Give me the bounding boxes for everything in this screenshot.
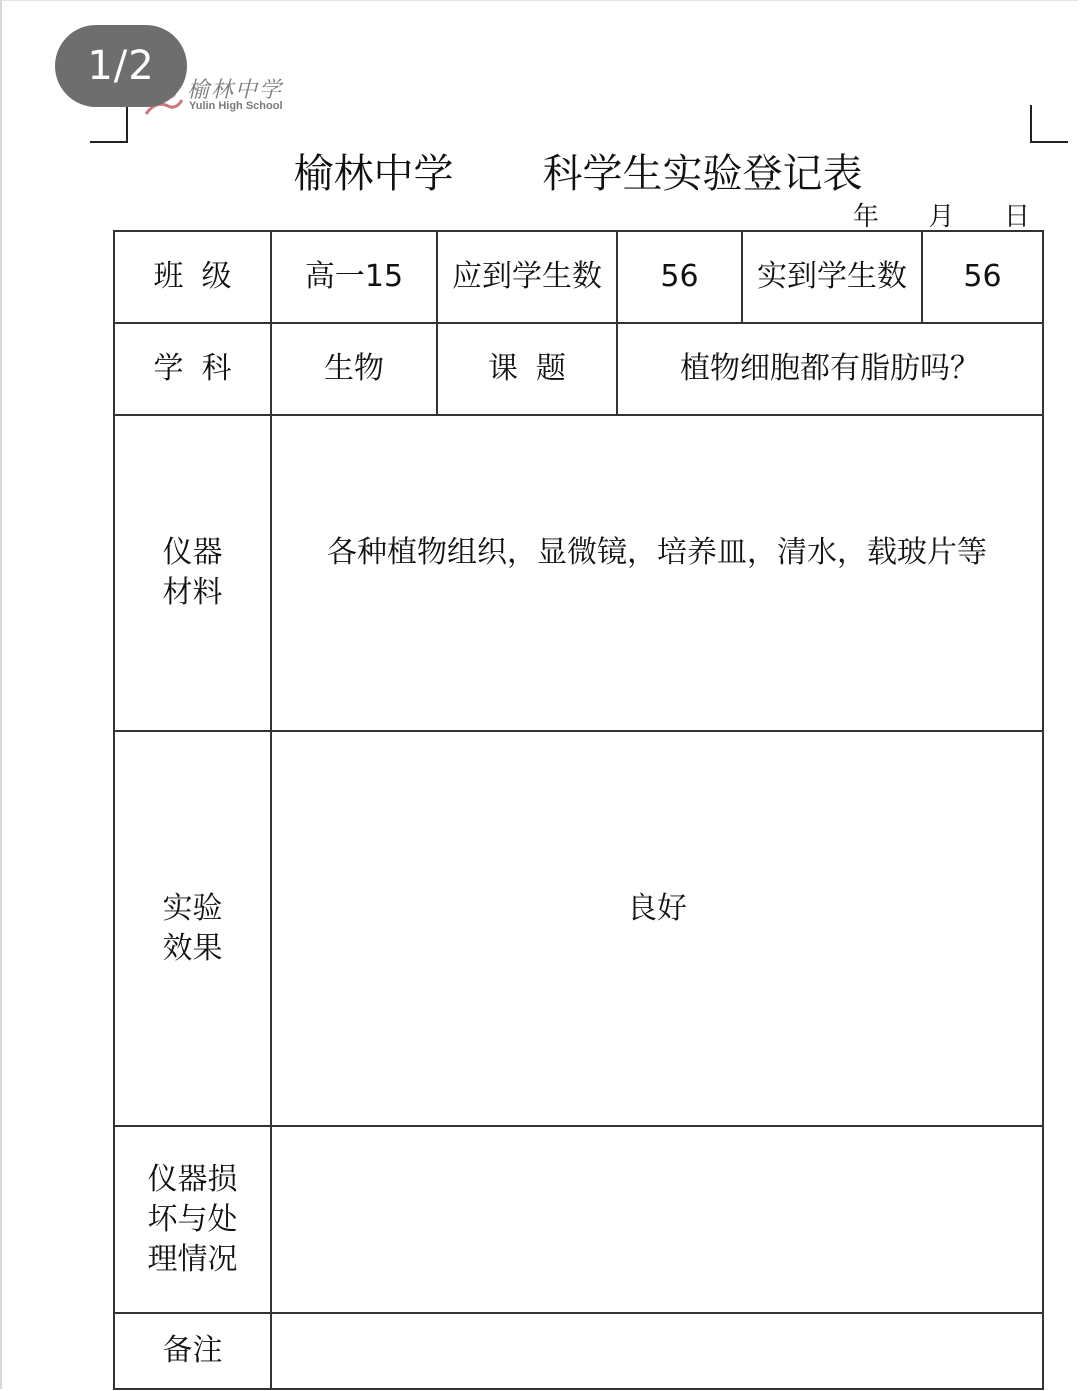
date-line: 年 月 日: [852, 202, 1030, 232]
form-row-remarks: [114, 1313, 1043, 1389]
crop-mark-left: [90, 105, 128, 143]
actual-students-value: 56: [922, 231, 1043, 323]
class-label: 班级: [153, 259, 250, 294]
subject-label-cell: [114, 323, 271, 415]
remarks-label: 备注: [114, 1313, 271, 1389]
damage-value: [271, 1126, 1043, 1313]
subject-label: 学科: [153, 351, 250, 386]
registration-form: [113, 230, 1044, 1390]
expected-students-label: 应到学生数: [437, 231, 617, 323]
form-row-class: [114, 231, 1043, 323]
topic-label-cell: [437, 323, 617, 415]
crop-mark-right: [1030, 105, 1068, 143]
form-row-subject: [114, 323, 1043, 415]
result-value: 良好: [271, 731, 1043, 1126]
materials-value: 各种植物组织，显微镜，培养皿，清水，载玻片等: [271, 415, 1043, 731]
damage-label-cell: [114, 1126, 271, 1313]
document-title: 榆林中学 科学生实验登记表: [293, 151, 863, 197]
topic-value: 植物细胞都有脂肪吗？: [617, 323, 1043, 415]
form-row-result: [114, 731, 1043, 1126]
logo-name: 榆林中学: [187, 78, 284, 103]
form-row-damage: [114, 1126, 1043, 1313]
logo-subtitle: Yulin High School: [189, 100, 283, 112]
class-value: 高一15: [271, 231, 437, 323]
subject-value: 生物: [271, 323, 437, 415]
materials-label-cell: [114, 415, 271, 731]
page-indicator: 1/2: [55, 25, 187, 107]
topic-label: 课题: [488, 351, 584, 386]
materials-label: 仪器材料: [162, 535, 223, 610]
class-label-cell: [114, 231, 271, 323]
result-label-cell: [114, 731, 271, 1126]
damage-label: 仪器损坏与处理情况: [147, 1161, 238, 1277]
expected-students-value: 56: [617, 231, 742, 323]
actual-students-label: 实到学生数: [742, 231, 922, 323]
remarks-value: [271, 1313, 1043, 1389]
result-label: 实验效果: [162, 890, 223, 966]
form-row-materials: [114, 415, 1043, 731]
